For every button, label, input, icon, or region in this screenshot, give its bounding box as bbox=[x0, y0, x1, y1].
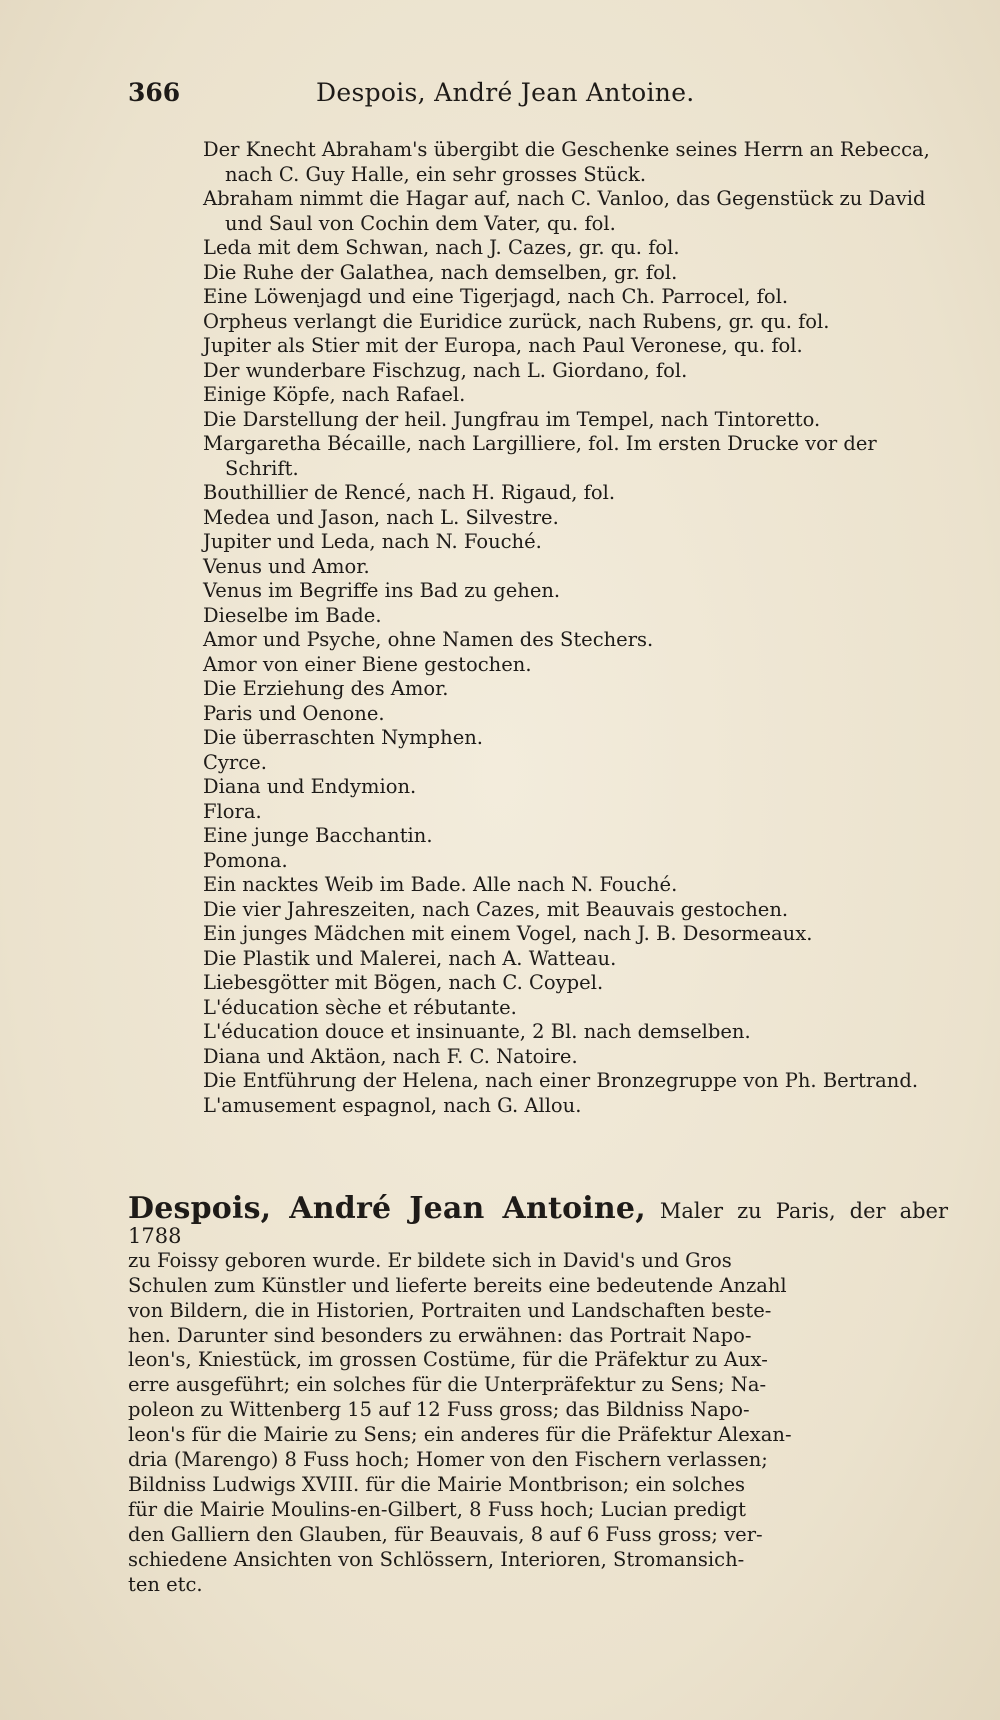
artwork-entry: Paris und Oenone. bbox=[203, 701, 385, 725]
artwork-entry: L'amusement espagnol, nach G. Allou. bbox=[203, 1093, 582, 1117]
artwork-entry: Ein junges Mädchen mit einem Vogel, nach J. B. Desormeaux. bbox=[203, 922, 813, 945]
artwork-entry: Die Darstellung der heil. Jungfrau im Tempel, nach Tintoretto. bbox=[203, 407, 821, 431]
artwork-entry: Liebesgötter mit Bögen, nach C. Coypel. bbox=[203, 971, 604, 994]
artwork-entry: Orpheus verlangt die Euridice zurück, nach Rubens, gr. qu. fol. bbox=[203, 309, 830, 333]
artwork-entry: Bouthillier de Rencé, nach H. Rigaud, fol. bbox=[203, 481, 616, 504]
biography-line: den Galliern den Glauben, für Beauvais, 8 auf 6 Fuss gross; ver- bbox=[128, 1522, 763, 1546]
biography-line: poleon zu Wittenberg 15 auf 12 Fuss gross; das Bildniss Napo- bbox=[128, 1398, 750, 1422]
biography-line: hen. Darunter sind besonders zu erwähnen: das Portrait Napo- bbox=[128, 1323, 752, 1347]
biography-line: von Bildern, die in Historien, Portraiten und Landschaften beste- bbox=[128, 1298, 772, 1322]
artwork-entry: Ein nacktes Weib im Bade. Alle nach N. Fouché. bbox=[203, 873, 678, 896]
biography-line: erre ausgeführt; ein solches für die Unterpräfektur zu Sens; Na- bbox=[128, 1373, 767, 1397]
artwork-entry: Jupiter und Leda, nach N. Fouché. bbox=[203, 530, 542, 553]
artwork-entry: Dieselbe im Bade. bbox=[203, 603, 382, 627]
artwork-entry: Diana und Aktäon, nach F. C. Natoire. bbox=[203, 1044, 578, 1068]
artwork-entry: Die vier Jahreszeiten, nach Cazes, mit Beauvais gestochen. bbox=[203, 897, 789, 921]
artwork-entry: Eine junge Bacchantin. bbox=[203, 824, 433, 847]
artwork-entry: Venus im Begriffe ins Bad zu gehen. bbox=[203, 579, 561, 602]
artwork-entry: Margaretha Bécaille, nach Largilliere, fol. Im ersten Drucke vor der Schrift. bbox=[203, 432, 877, 480]
biography-line: Bildniss Ludwigs XVIII. für die Mairie Montbrison; ein solches bbox=[128, 1472, 746, 1496]
page-number: 366 bbox=[128, 78, 181, 107]
biography-line: ten etc. bbox=[128, 1572, 203, 1596]
artwork-entry: Die Erziehung des Amor. bbox=[203, 677, 449, 700]
artwork-entry: Der wunderbare Fischzug, nach L. Giordano, fol. bbox=[203, 358, 688, 382]
artwork-entry: Abraham nimmt die Hagar auf, nach C. Vanloo, das Gegenstück zu David und Saul von Cochin dem Vater, qu. fol. bbox=[203, 187, 926, 235]
artwork-entry: Venus und Amor. bbox=[203, 554, 370, 578]
biography-line: Schulen zum Künstler und lieferte bereits eine bedeutende Anzahl bbox=[128, 1273, 787, 1297]
artwork-entry: Pomona. bbox=[203, 848, 288, 872]
artwork-entry: Leda mit dem Schwan, nach J. Cazes, gr. qu. fol. bbox=[203, 236, 680, 259]
artwork-entry: Flora. bbox=[203, 799, 262, 823]
artwork-entry: Cyrce. bbox=[203, 750, 267, 774]
artwork-entry: Einige Köpfe, nach Rafael. bbox=[203, 383, 466, 406]
artwork-entry: Amor von einer Biene gestochen. bbox=[203, 652, 532, 676]
biography-line: leon's für die Mairie zu Sens; ein anderes für die Präfektur Alexan- bbox=[128, 1423, 792, 1447]
biography-line: dria (Marengo) 8 Fuss hoch; Homer von den Fischern verlassen; bbox=[128, 1448, 768, 1472]
artwork-entry: Die Plastik und Malerei, nach A. Watteau. bbox=[203, 946, 617, 970]
page-header bbox=[128, 78, 948, 118]
artwork-entry: L'éducation sèche et rébutante. bbox=[203, 995, 517, 1019]
artwork-entry: Diana und Endymion. bbox=[203, 775, 417, 798]
biography-body bbox=[128, 1249, 948, 1598]
artwork-entry: Die Ruhe der Galathea, nach demselben, gr. fol. bbox=[203, 260, 678, 284]
biography-entry bbox=[128, 1191, 949, 1598]
artwork-entry: L'éducation douce et insinuante, 2 Bl. nach demselben. bbox=[203, 1020, 751, 1043]
artwork-entry: Der Knecht Abraham's übergibt die Geschenke seines Herrn an Rebecca, nach C. Guy Halle, ein sehr grosses Stück. bbox=[203, 138, 930, 186]
biography-first-line bbox=[128, 1191, 949, 1249]
biography-line: schiedene Ansichten von Schlössern, Interioren, Stromansich- bbox=[128, 1547, 745, 1571]
biography-line: leon's, Kniestück, im grossen Costüme, für die Präfektur zu Aux- bbox=[128, 1348, 768, 1372]
biography-line: zu Foissy geboren wurde. Er bildete sich in David's und Gros bbox=[128, 1248, 732, 1272]
artwork-list bbox=[203, 138, 951, 1118]
artist-name: Despois, André Jean Antoine, bbox=[128, 1191, 646, 1226]
biography-line: für die Mairie Moulins-en-Gilbert, 8 Fuss hoch; Lucian predigt bbox=[128, 1497, 746, 1521]
artwork-entry: Medea und Jason, nach L. Silvestre. bbox=[203, 505, 559, 529]
running-title: Despois, André Jean Antoine. bbox=[316, 78, 695, 107]
artwork-entry: Die überraschten Nymphen. bbox=[203, 726, 483, 749]
biography-intro: Maler zu Paris, der aber 1788 bbox=[128, 1199, 949, 1248]
artwork-entry: Amor und Psyche, ohne Namen des Stechers. bbox=[203, 628, 654, 651]
artwork-entry: Eine Löwenjagd und eine Tigerjagd, nach Ch. Parrocel, fol. bbox=[203, 285, 789, 308]
artwork-entry: Jupiter als Stier mit der Europa, nach Paul Veronese, qu. fol. bbox=[203, 334, 803, 357]
artwork-entry: Die Entführung der Helena, nach einer Bronzegruppe von Ph. Bertrand. bbox=[203, 1069, 919, 1092]
